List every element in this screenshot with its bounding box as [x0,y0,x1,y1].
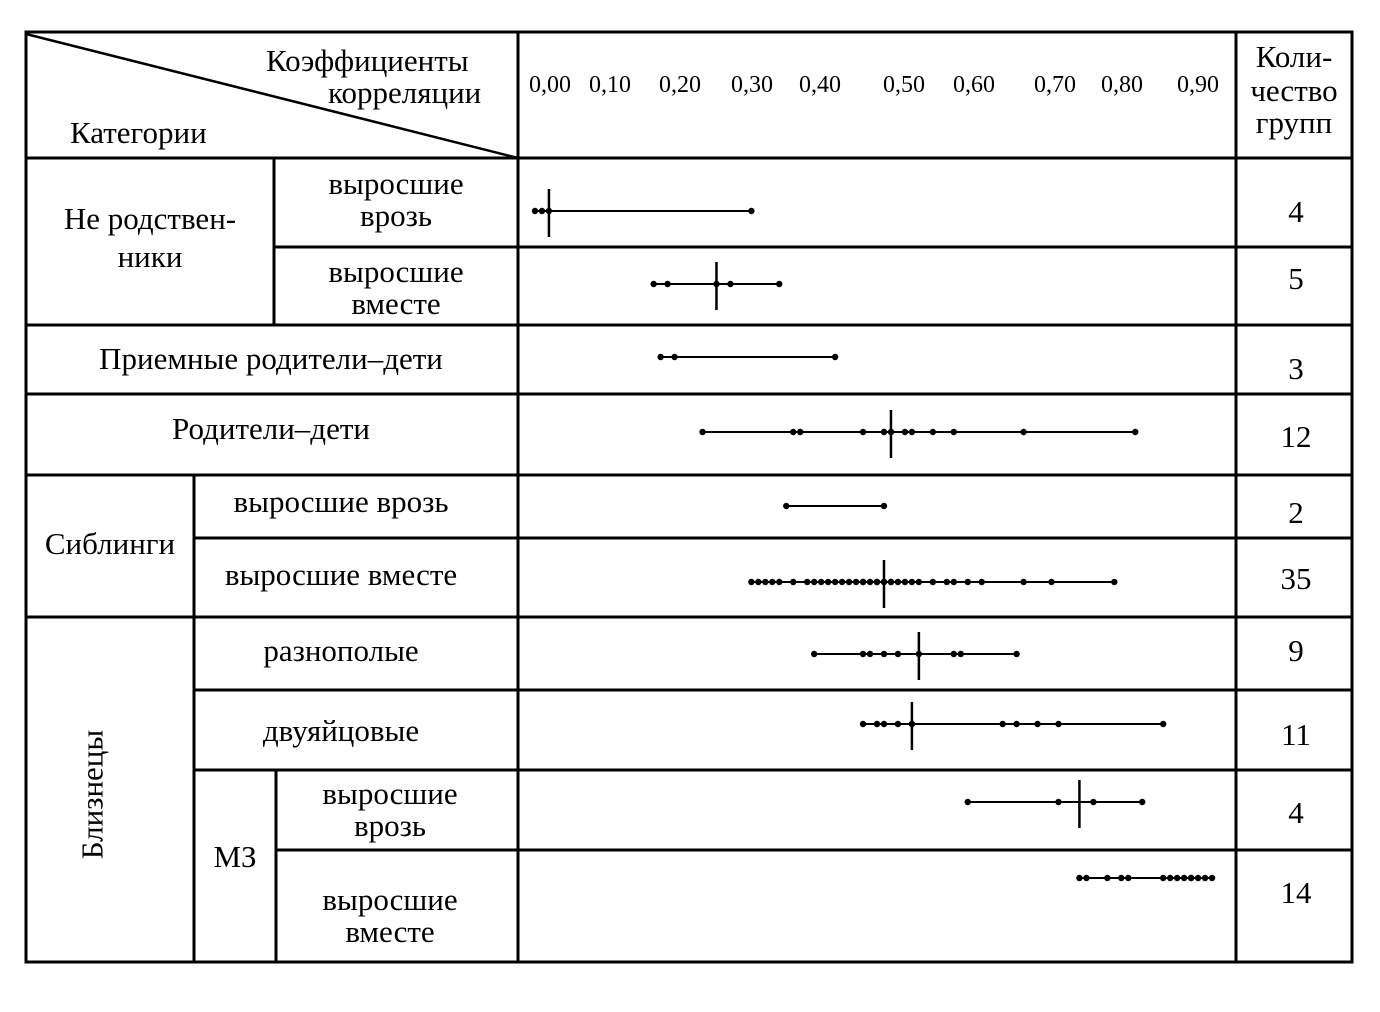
data-point [881,721,887,727]
x-tick-label: 0,10 [589,72,631,98]
group-count: 3 [1288,351,1304,386]
data-point [650,281,656,287]
data-point [1174,875,1180,881]
data-point [860,579,866,585]
data-point [755,579,761,585]
row-series [783,503,887,509]
row-series [1076,875,1215,881]
data-point [888,579,894,585]
data-point [867,579,873,585]
group-count: 5 [1288,261,1304,296]
data-point [769,579,775,585]
data-point [951,579,957,585]
data-point [699,429,705,435]
data-point [1020,429,1026,435]
group-count: 14 [1280,875,1312,910]
data-point [539,208,545,214]
data-point [790,579,796,585]
data-point [748,579,754,585]
data-point [657,354,663,360]
data-point [1125,875,1131,881]
data-point [881,429,887,435]
data-point [965,579,971,585]
data-point [1209,875,1215,881]
data-point [1048,579,1054,585]
data-point [811,651,817,657]
data-point [832,579,838,585]
data-point [1111,579,1117,585]
row-series [860,702,1167,750]
data-point [909,579,915,585]
data-point [1181,875,1187,881]
x-tick-label: 0,40 [799,72,841,98]
group-count: 11 [1281,717,1311,752]
data-point [951,429,957,435]
x-tick-label: 0,50 [883,72,925,98]
label-unrelated-together: выросшие вместе [328,254,464,321]
group-count: 35 [1280,561,1312,596]
corner-label-correlation: корреляции [328,75,482,110]
data-point [846,579,852,585]
data-point [748,208,754,214]
row-series [748,560,1117,608]
data-point [881,651,887,657]
label-adoptive: Приемные родители–дети [99,341,443,376]
data-point [783,503,789,509]
data-point [867,651,873,657]
label-siblings-apart: выросшие врозь [233,484,449,519]
count-header-line3: групп [1255,105,1333,140]
label-mz-apart: выросшие врозь [322,776,458,843]
data-point [1188,875,1194,881]
data-point [671,354,677,360]
row-series [532,189,755,237]
group-count: 9 [1288,633,1304,668]
row-series [965,780,1146,828]
group-count: 4 [1288,194,1304,229]
data-point [951,651,957,657]
data-point [999,721,1005,727]
data-point [895,579,901,585]
corner-label-coefficients: Коэффициенты [266,43,469,78]
data-point [965,799,971,805]
corner-label-categories: Категории [70,115,207,150]
data-point [1076,875,1082,881]
x-tick-label: 0,80 [1101,72,1143,98]
row-series [657,354,838,360]
label-unrelated-apart: выросшие врозь [328,166,464,233]
data-point [1055,721,1061,727]
data-point [839,579,845,585]
data-point [902,579,908,585]
data-point [825,579,831,585]
data-point [909,429,915,435]
label-twins-dz: двуяйцовые [262,713,420,748]
data-point [1034,721,1040,727]
data-point [958,651,964,657]
data-point [532,208,538,214]
data-point [1055,799,1061,805]
label-siblings-together: выросшие вместе [224,557,458,592]
count-header-line2: чество [1250,73,1338,108]
x-tick-label: 0,60 [953,72,995,98]
data-point [930,429,936,435]
data-point [1160,721,1166,727]
data-point [874,721,880,727]
x-tick-label: 0,70 [1034,72,1076,98]
data-point [853,579,859,585]
data-point [902,429,908,435]
data-point [776,281,782,287]
data-point [1090,799,1096,805]
data-point [804,579,810,585]
data-point [1013,651,1019,657]
label-mz-together: выросшие вместе [322,882,458,949]
data-point [944,579,950,585]
data-point [874,579,880,585]
count-header-line1: Коли- [1255,39,1333,74]
x-tick-label: 0,20 [659,72,701,98]
data-point [895,651,901,657]
data-point [664,281,670,287]
row-series [699,410,1138,458]
data-point [1020,579,1026,585]
data-point [776,579,782,585]
label-unrelated: Не родствен- ники [63,201,237,274]
label-twins: Близнецы [74,729,110,860]
data-point [790,429,796,435]
data-point [811,579,817,585]
data-point [860,721,866,727]
data-point [818,579,824,585]
data-point [1202,875,1208,881]
data-point [860,429,866,435]
row-series [650,262,782,310]
data-point [1195,875,1201,881]
data-point [881,503,887,509]
data-point [860,651,866,657]
data-point [895,721,901,727]
data-point [1083,875,1089,881]
data-point [762,579,768,585]
data-point [1139,799,1145,805]
row-series [811,632,1020,680]
group-count: 2 [1288,495,1304,530]
data-point [1013,721,1019,727]
x-tick-label: 0,30 [731,72,773,98]
data-point [1118,875,1124,881]
data-point [930,579,936,585]
data-point [916,579,922,585]
data-point [1104,875,1110,881]
group-count: 12 [1280,419,1312,454]
x-tick-label: 0,90 [1177,72,1219,98]
data-point [979,579,985,585]
label-parents: Родители–дети [172,411,370,446]
data-point [1132,429,1138,435]
data-point [727,281,733,287]
label-siblings: Сиблинги [44,526,176,561]
label-mz: МЗ [213,839,257,874]
label-twins-opposite: разнополые [263,633,419,668]
x-tick-label: 0,00 [529,72,571,98]
data-point [832,354,838,360]
data-point [1167,875,1173,881]
group-count: 4 [1288,795,1304,830]
data-point [797,429,803,435]
data-point [1160,875,1166,881]
